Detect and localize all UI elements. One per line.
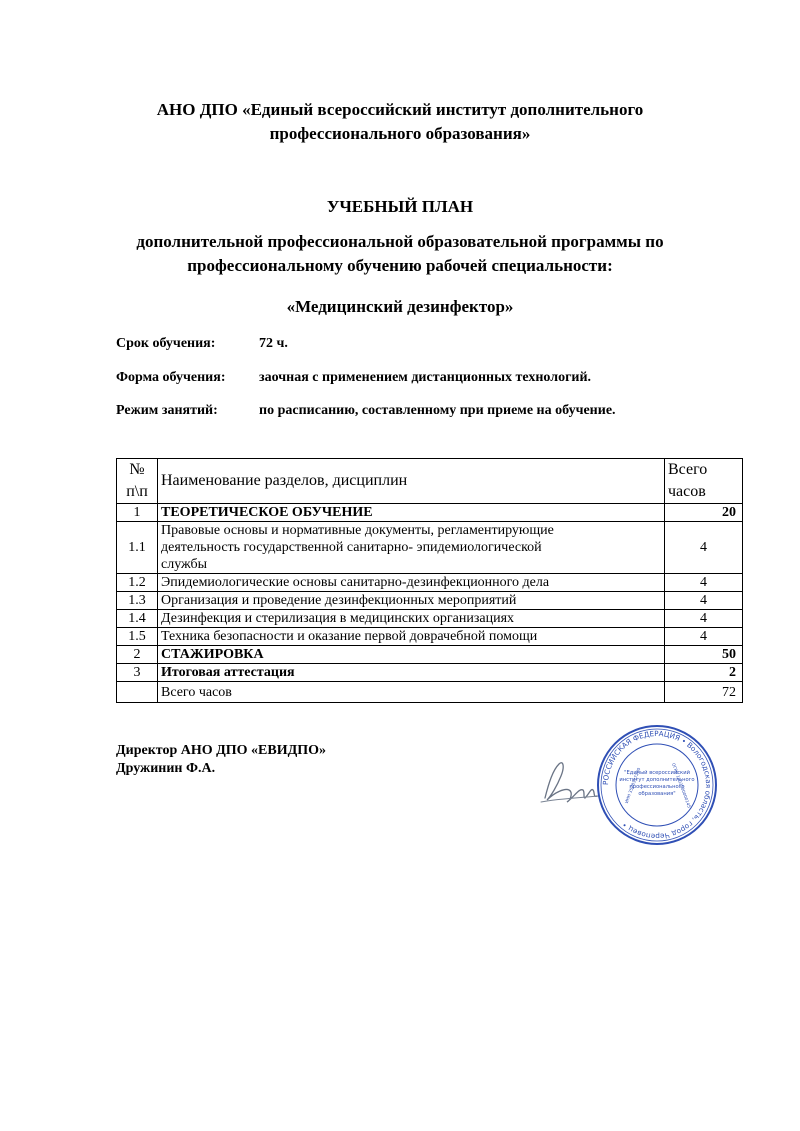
document-subtitle: [90, 230, 710, 278]
info-row-form: [116, 369, 591, 387]
header-hours-line-2: часов: [668, 483, 706, 500]
row-num: 1.1: [117, 522, 158, 574]
row-hours: 50: [665, 646, 743, 664]
row-num: 1.3: [117, 592, 158, 610]
row-name: СТАЖИРОВКА: [158, 646, 665, 664]
row-num: 3: [117, 664, 158, 682]
signer-name: Дружинин Ф.А.: [116, 761, 216, 776]
info-value: по расписанию, составленному при приеме на обучение.: [259, 403, 616, 418]
signer-block: [116, 742, 326, 778]
subtitle-line-1: дополнительной профессиональной образовательной программы по: [136, 232, 664, 251]
row-name-line-3: службы: [161, 557, 208, 572]
organization-name: [100, 98, 700, 146]
seal-inner-line-2: институт дополнительного: [619, 777, 695, 783]
table-row: [117, 574, 743, 592]
row-hours: 2: [665, 664, 743, 682]
row-num: 1.5: [117, 628, 158, 646]
header-hours: [665, 459, 743, 504]
info-value: заочная с применением дистанционных технологий.: [259, 370, 592, 385]
seal-inn: ИНН 3528317290: [623, 767, 642, 804]
subtitle-line-2: профессиональному обучению рабочей специальности:: [187, 256, 613, 275]
seal-outer-text: РОССИЙСКАЯ ФЕДЕРАЦИЯ • Вологодская область, город Череповец •: [600, 728, 714, 842]
row-name: Всего часов: [158, 682, 665, 703]
row-hours: 4: [665, 592, 743, 610]
row-name: Организация и проведение дезинфекционных мероприятий: [158, 592, 665, 610]
organization-line-2: профессионального образования»: [269, 124, 531, 143]
row-hours: 4: [665, 574, 743, 592]
table-row: [117, 522, 743, 574]
row-name: Эпидемиологические основы санитарно-дезинфекционного дела: [158, 574, 665, 592]
seal-inner-line-4: образования": [638, 791, 676, 797]
row-num: 1: [117, 504, 158, 522]
row-name: ТЕОРЕТИЧЕСКОЕ ОБУЧЕНИЕ: [158, 504, 665, 522]
row-name: Техника безопасности и оказание первой доврачебной помощи: [158, 628, 665, 646]
info-label: Форма обучения:: [116, 370, 226, 385]
table-row: [117, 592, 743, 610]
row-num: 1.4: [117, 610, 158, 628]
curriculum-table: [116, 458, 743, 703]
row-hours: 20: [665, 504, 743, 522]
row-num: [117, 682, 158, 703]
info-row-duration: [116, 335, 288, 353]
row-name-line-2: деятельность государственной санитарно- эпидемиологической: [161, 540, 542, 555]
row-hours: 4: [665, 522, 743, 574]
row-name-line-1: Правовые основы и нормативные документы, регламентирующие: [161, 523, 554, 538]
row-name: Дезинфекция и стерилизация в медицинских организациях: [158, 610, 665, 628]
table-row: [117, 504, 743, 522]
table-row: [117, 628, 743, 646]
table-row: [117, 646, 743, 664]
row-hours: 4: [665, 610, 743, 628]
program-name: «Медицинский дезинфектор»: [286, 297, 514, 316]
row-num: 1.2: [117, 574, 158, 592]
info-value: 72 ч.: [259, 336, 288, 351]
row-hours: 4: [665, 628, 743, 646]
info-row-schedule: [116, 402, 616, 420]
table-header-row: [117, 459, 743, 504]
header-name: Наименование разделов, дисциплин: [158, 459, 665, 504]
signer-position: Директор АНО ДПО «ЕВИДПО»: [116, 743, 327, 758]
handwritten-signature-icon: [535, 752, 605, 812]
info-label: Режим занятий:: [116, 403, 218, 418]
row-hours: 72: [665, 682, 743, 703]
row-name: [158, 522, 665, 574]
official-seal-icon: [596, 724, 718, 846]
info-label: Срок обучения:: [116, 336, 216, 351]
row-name: Итоговая аттестация: [158, 664, 665, 682]
header-num: № п\п: [117, 459, 158, 504]
document-title: УЧЕБНЫЙ ПЛАН: [326, 197, 474, 216]
header-hours-line-1: Всего: [668, 461, 708, 478]
seal-inner-line-1: "Единый всероссийский: [624, 770, 690, 776]
table-row-total: [117, 682, 743, 703]
table-row: [117, 664, 743, 682]
seal-inner-line-3: профессионального: [629, 784, 685, 790]
table-row: [117, 610, 743, 628]
seal-ogrn: ОГРН 1203500000145: [670, 762, 692, 809]
organization-line-1: АНО ДПО «Единый всероссийский институт дополнительного: [156, 100, 644, 119]
row-num: 2: [117, 646, 158, 664]
